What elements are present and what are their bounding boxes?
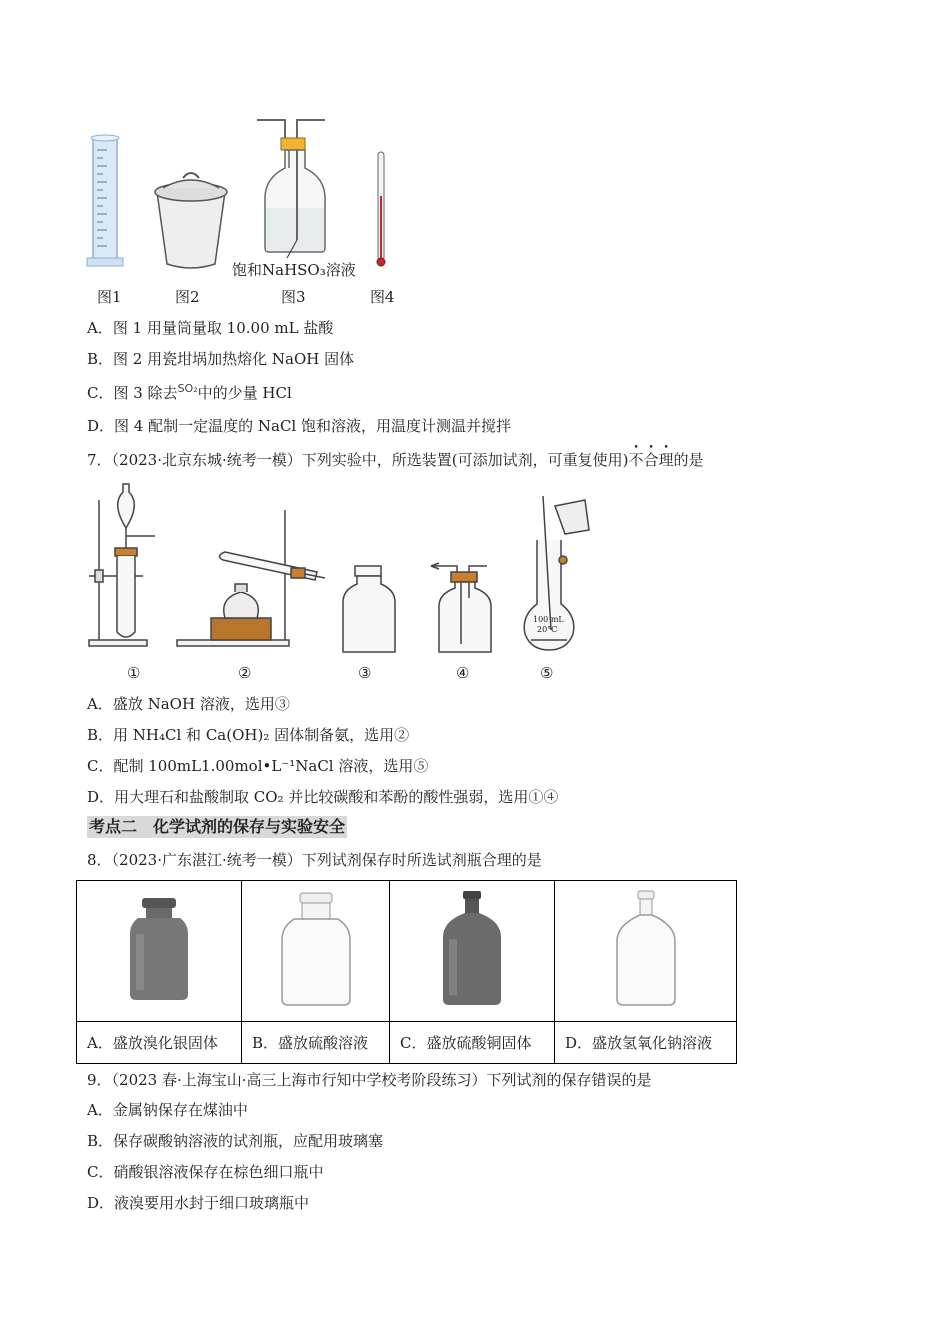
heated-tube-burner-icon [177, 510, 325, 646]
flask-volume-label: 100 mL [533, 615, 564, 624]
q7-emph-char-3: 理 [658, 451, 674, 469]
q6-option-c-pre: C．图 3 除去 [87, 384, 178, 402]
thermometer-icon [377, 152, 385, 266]
q6-option-b: B．图 2 用瓷坩埚加热熔化 NaOH 固体 [87, 350, 355, 368]
apparatus-label-5: ⑤ [540, 664, 554, 682]
figure-apparatus-q7 [85, 480, 605, 660]
q7-option-a: A．盛放 NaOH 溶液，选用③ [87, 695, 290, 713]
caption-fig2: 图2 [175, 288, 200, 306]
q6-option-c [87, 383, 292, 405]
q7-stem-pre: 7．（2023·北京东城·统考一模）下列实验中，所选装置(可添加试剂，可重复使用) [87, 451, 629, 469]
reagent-bottle-icon [343, 566, 395, 652]
q6-option-c-post: 中的少量 HCl [197, 384, 292, 402]
q8-option-a: A．盛放溴化银固体 [77, 1022, 242, 1064]
apparatus-label-4: ④ [456, 664, 470, 682]
q7-stem [87, 450, 704, 470]
flask-temp-label: 20°C [537, 625, 558, 634]
q6-so2-formula: SO₂ [177, 382, 198, 395]
bottle-a-cell [77, 881, 242, 1022]
q9-option-d: D．液溴要用水封于细口玻璃瓶中 [87, 1194, 310, 1212]
q6-option-a: A．图 1 用量筒量取 10.00 mL 盐酸 [87, 319, 334, 337]
bottle-d-cell [555, 881, 737, 1022]
q7-option-c: C．配制 100mL1.00mol•L⁻¹NaCl 溶液，选用⑤ [87, 757, 429, 775]
q9-option-a: A．金属钠保存在煤油中 [87, 1101, 248, 1119]
figure-apparatus-1to4 [85, 112, 415, 312]
brown-wide-mouth-bottle-icon [124, 894, 194, 1004]
crucible-icon [155, 173, 227, 268]
solution-label: 饱和NaHSO₃溶液 [232, 261, 356, 279]
graduated-cylinder-icon [87, 135, 123, 266]
q7-option-b: B．用 NH₄Cl 和 Ca(OH)₂ 固体制备氨，选用② [87, 726, 410, 744]
q9-option-c: C．硝酸银溶液保存在棕色细口瓶中 [87, 1163, 324, 1181]
clear-narrow-mouth-bottle-icon [611, 889, 681, 1009]
q7-option-d: D．用大理石和盐酸制取 CO₂ 并比较碳酸和苯酚的酸性强弱，选用①④ [87, 788, 559, 806]
q8-option-c: C．盛放硫酸铜固体 [390, 1022, 555, 1064]
q8-bottle-table [76, 880, 737, 1064]
q6-option-d: D．图 4 配制一定温度的 NaCl 饱和溶液，用温度计测温并搅拌 [87, 417, 511, 435]
q7-emph-char-1: 不 [628, 451, 644, 469]
gas-bottle-icon [431, 563, 491, 652]
q9-option-b: B．保存碳酸钠溶液的试剂瓶，应配用玻璃塞 [87, 1132, 384, 1150]
section-heading: 考点二 化学试剂的保存与实验安全 [89, 817, 346, 836]
q8-option-b: B．盛放硫酸溶液 [242, 1022, 390, 1064]
q7-stem-post: 的是 [673, 451, 704, 469]
bottle-c-cell [390, 881, 555, 1022]
q8-option-d: D．盛放氢氧化钠溶液 [555, 1022, 737, 1064]
funnel-tube-stand-icon [89, 484, 155, 646]
caption-fig1: 图1 [97, 288, 122, 306]
apparatus-label-2: ② [238, 664, 252, 682]
bottle-b-cell [242, 881, 390, 1022]
brown-narrow-mouth-bottle-icon [437, 889, 507, 1009]
caption-fig3: 图3 [281, 288, 306, 306]
apparatus-label-1: ① [127, 664, 141, 682]
q7-emph-char-2: 合 [643, 451, 659, 469]
q9-stem: 9．（2023 春·上海宝山·高三上海市行知中学校考阶段练习）下列试剂的保存错误的是 [87, 1071, 652, 1089]
apparatus-label-3: ③ [358, 664, 372, 682]
clear-wide-mouth-bottle-icon [276, 889, 356, 1009]
caption-fig4: 图4 [370, 288, 395, 306]
gas-washing-bottle-icon [257, 120, 325, 258]
q8-stem: 8．（2023·广东湛江·统考一模）下列试剂保存时所选试剂瓶合理的是 [87, 851, 542, 869]
